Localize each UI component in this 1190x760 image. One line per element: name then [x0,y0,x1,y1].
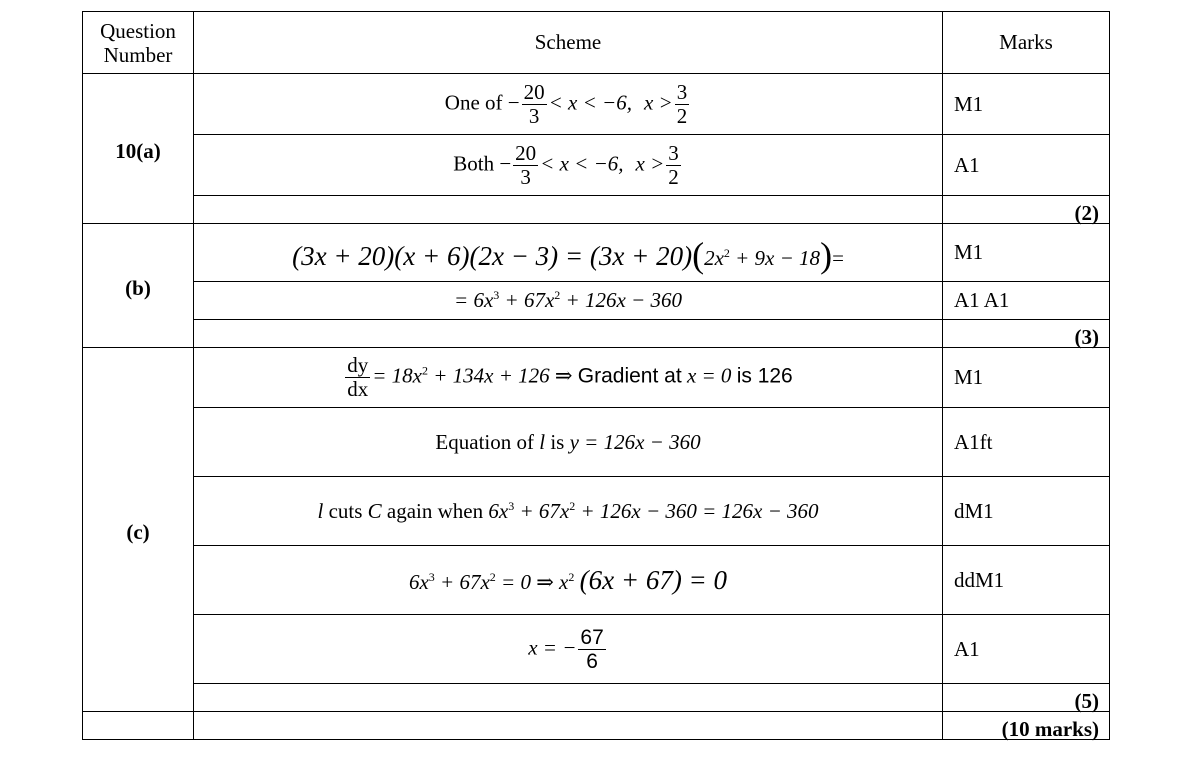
fraction-denominator: 3 [520,164,531,189]
part-a-mark-1: M1 [943,74,1110,135]
scheme-header: Scheme [194,12,943,74]
part-a-total-row [83,196,1110,224]
term: + 67x [514,498,570,523]
term: + 67x [499,288,555,312]
expression: (3x + 20)(x + 6)(2x − 3) = (3x + 20) [292,240,693,271]
part-c-mark-5: A1 [943,615,1110,684]
mark-scheme-table [82,11,1110,740]
part-c-row-2 [83,408,1110,477]
fraction-numerator: 3 [668,140,679,165]
term: (6x + 67) = 0 [579,564,728,595]
fraction [666,140,681,189]
fraction [522,79,547,128]
part-c-row-1 [83,348,1110,408]
scheme-text: is [550,429,565,454]
derivative-fraction [345,355,370,400]
exponent: 3 [508,498,515,513]
part-c-mark-1: M1 [943,348,1110,408]
part-c-total: (5) [943,684,1110,712]
part-b-total: (3) [943,320,1110,348]
scheme-text: One of [444,89,503,114]
term: = 18x [372,363,423,388]
minus-sign: − [499,150,512,175]
exponent: 2 [489,569,496,584]
part-b-mark-1: M1 [943,224,1110,282]
exponent: 3 [428,569,435,584]
exponent: 2 [568,569,575,584]
empty-cell [83,712,194,740]
inequality-gt: x > [643,89,673,114]
part-c-mark-3: dM1 [943,477,1110,546]
inequality: < x < −6, [540,150,624,175]
term: + 9x − 18 [729,245,821,270]
part-a-label-cell [83,74,194,224]
part-a-label: 10(a) [115,138,161,163]
empty-cell [194,684,943,712]
exponent: 2 [422,363,429,378]
equation: y = 126x − 360 [569,429,701,454]
term: + 126x − 360 [560,288,682,312]
term: = 0 ⇒ x [495,569,569,594]
part-a-row-1 [83,74,1110,135]
question-header-line2: Number [103,42,173,67]
exponent: 2 [723,245,730,260]
question-number-header [83,12,194,74]
part-c-label: (c) [126,519,150,544]
part-c-row-4 [83,546,1110,615]
fraction-numerator: dy [347,353,369,377]
part-a-total: (2) [943,196,1110,224]
fraction [513,140,538,189]
fraction-denominator: 2 [668,164,679,189]
term: + 67x [434,569,490,594]
grand-total-row [83,712,1110,740]
part-c-scheme-5 [194,615,943,684]
condition: x = 0 [686,363,732,388]
part-a-scheme-2 [194,135,943,196]
part-c-total-row [83,684,1110,712]
variable: C [367,498,382,523]
scheme-text: Both [453,150,495,175]
term: + 126x − 360 = 126x − 360 [575,498,819,523]
part-c-scheme-1 [194,348,943,408]
minus-sign: − [507,89,520,114]
fraction [675,79,690,128]
open-bracket: ( [692,234,705,275]
header-row [83,12,1110,74]
equals-sign: = [832,245,844,270]
part-b-scheme-1 [194,224,943,282]
term: = 6x [454,288,494,312]
term: x = − [528,634,577,659]
fraction-denominator: 3 [528,103,540,128]
part-b-row-1 [83,224,1110,282]
variable: l [539,429,546,454]
exponent: 3 [493,288,500,302]
part-c-mark-4: ddM1 [943,546,1110,615]
part-a-scheme-1 [194,74,943,135]
part-c-row-5 [83,615,1110,684]
part-b-row-2 [83,282,1110,320]
scheme-text: Gradient at [577,364,682,388]
variable: l [317,498,324,523]
exponent: 2 [569,498,576,513]
part-a-row-2 [83,135,1110,196]
scheme-text: is 126 [736,364,793,388]
scheme-text: again when [386,498,484,523]
fraction-denominator: 6 [586,649,598,673]
term: + 134x + 126 ⇒ [428,363,573,388]
part-b-scheme-2 [194,282,943,320]
close-bracket: ) [820,234,833,275]
inequality: < x < −6, [548,89,632,114]
term: 6x [488,498,509,523]
question-header-line1: Question [100,18,176,43]
fraction-denominator: dx [347,377,369,401]
term: 6x [408,569,429,594]
part-c-scheme-3 [194,477,943,546]
fraction [578,627,605,672]
marks-header: Marks [943,12,1110,74]
fraction-numerator: 67 [580,625,604,649]
part-b-label: (b) [125,275,151,300]
empty-cell [194,320,943,348]
part-c-scheme-2 [194,408,943,477]
part-c-mark-2: A1ft [943,408,1110,477]
term: 2x [704,245,724,270]
fraction-numerator: 20 [523,79,545,104]
empty-cell [194,196,943,224]
inequality-gt: x > [635,150,665,175]
exponent: 2 [554,288,561,302]
part-b-label-cell [83,224,194,348]
part-c-row-3 [83,477,1110,546]
part-b-total-row [83,320,1110,348]
fraction-denominator: 2 [676,103,688,128]
part-a-mark-2: A1 [943,135,1110,196]
scheme-text: cuts [328,498,363,523]
part-c-label-cell [83,348,194,712]
scheme-text: Equation of [435,429,534,454]
part-b-mark-2: A1 A1 [943,282,1110,320]
part-c-scheme-4 [194,546,943,615]
grand-total: (10 marks) [943,712,1110,740]
fraction-numerator: 20 [515,140,537,165]
fraction-numerator: 3 [676,79,688,104]
empty-cell [194,712,943,740]
